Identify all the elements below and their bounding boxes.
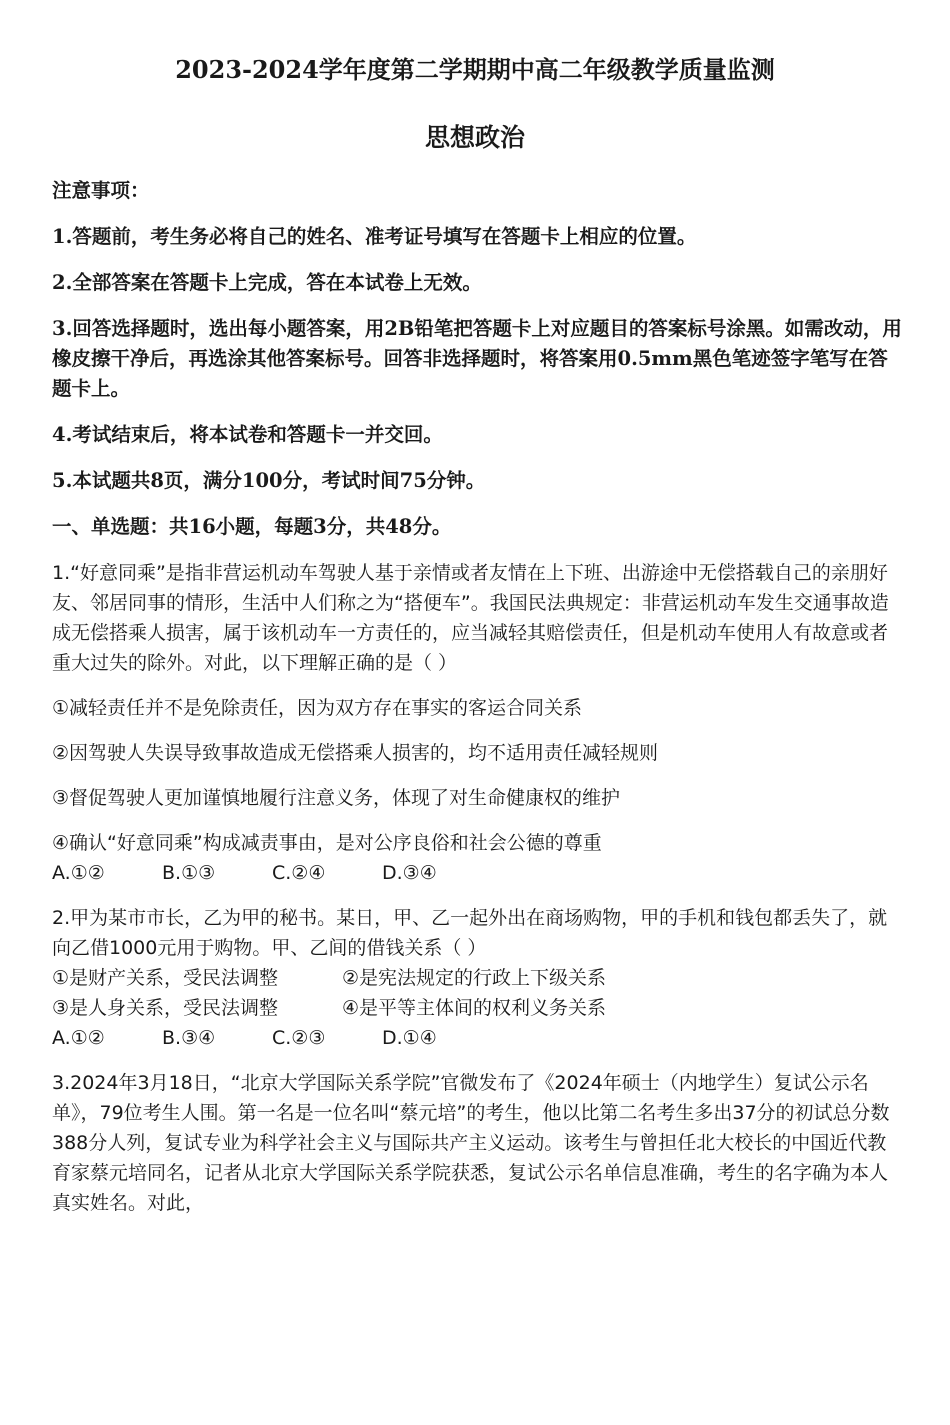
question-2-statement-3: ③是人身关系，受民法调整 bbox=[52, 997, 279, 1019]
question-2-option-d: D.①④ bbox=[382, 1027, 437, 1049]
question-2-options bbox=[52, 1023, 904, 1053]
question-1-option-d: D.③④ bbox=[382, 862, 437, 884]
exam-content bbox=[52, 176, 904, 1218]
exam-title: 2023-2024学年度第二学期期中高二年级教学质量监测 bbox=[175, 55, 775, 84]
notice-heading: 注意事项： bbox=[52, 179, 150, 202]
notice-item-2: 2.全部答案在答题卡上完成，答在本试卷上无效。 bbox=[52, 271, 482, 294]
question-1-option-b: B.①③ bbox=[162, 862, 216, 884]
question-2-statement-row-1 bbox=[52, 963, 904, 993]
question-1-statement-1: ①减轻责任并不是免除责任，因为双方存在事实的客运合同关系 bbox=[52, 697, 583, 719]
question-2-stem: 2.甲为某市市长，乙为甲的秘书。某日，甲、乙一起外出在商场购物，甲的手机和钱包都丢失了，就向乙借1000元用于购物。甲、乙间的借钱关系（ ） bbox=[52, 907, 888, 959]
notice-item-4: 4.考试结束后，将本试卷和答题卡一并交回。 bbox=[52, 423, 443, 446]
notice-item-1: 1.答题前，考生务必将自己的姓名、准考证号填写在答题卡上相应的位置。 bbox=[52, 225, 697, 248]
question-1-option-c: C.②④ bbox=[272, 862, 326, 884]
exam-subject: 思想政治 bbox=[424, 123, 525, 152]
question-2-statement-1: ①是财产关系，受民法调整 bbox=[52, 967, 279, 989]
question-3-stem: 3.2024年3月18日，“北京大学国际关系学院”官微发布了《2024年硕士（内地学生）复试公示名单》，79位考生人围。第一名是一位名叫“蔡元培”的考生，他以比第二名考生多出37分的初试总分数388分人列，复试专业为科学社会主义与国际共产主义运动。该考生与曾担任北大校长的中国近代教育家蔡元培同名，记者从北京大学国际关系学院获悉，复试公示名单信息准确，考生的名字确为本人真实姓名。对此， bbox=[52, 1072, 890, 1214]
question-2-option-c: C.②③ bbox=[272, 1027, 326, 1049]
question-2-statement-4: ④是平等主体间的权利义务关系 bbox=[342, 997, 607, 1019]
notice-item-5: 5.本试题共8页，满分100分，考试时间75分钟。 bbox=[52, 469, 486, 492]
question-1-statement-4: ④确认“好意同乘”构成减责事由，是对公序良俗和社会公德的尊重 bbox=[52, 832, 602, 854]
question-1-statement-2: ②因驾驶人失误导致事故造成无偿搭乘人损害的，均不适用责任减轻规则 bbox=[52, 742, 659, 764]
section-heading: 一、单选题：共16小题，每题3分，共48分。 bbox=[52, 515, 452, 538]
question-1-statement-3: ③督促驾驶人更加谨慎地履行注意义务，体现了对生命健康权的维护 bbox=[52, 787, 621, 809]
question-2-option-b: B.③④ bbox=[162, 1027, 216, 1049]
question-2-statement-row-2 bbox=[52, 993, 904, 1023]
question-1-stem: 1.“好意同乘”是指非营运机动车驾驶人基于亲情或者友情在上下班、出游途中无偿搭载自己的亲朋好友、邻居同事的情形，生活中人们称之为“搭便车”。我国民法典规定：非营运机动车发生交通事故造成无偿搭乘人损害，属于该机动车一方责任的，应当减轻其赔偿责任，但是机动车使用人有故意或者重大过失的除外。对此，以下理解正确的是（ ） bbox=[52, 562, 889, 674]
question-1-options bbox=[52, 858, 904, 888]
question-2-statement-2: ②是宪法规定的行政上下级关系 bbox=[342, 967, 607, 989]
question-1-option-a: A.①② bbox=[52, 862, 105, 884]
notice-item-3: 3.回答选择题时，选出每小题答案，用2B铅笔把答题卡上对应题目的答案标号涂黑。如需改动，用橡皮擦干净后，再选涂其他答案标号。回答非选择题时，将答案用0.5mm黑色笔迹签字笔写在答题卡上。 bbox=[52, 317, 902, 400]
question-2-option-a: A.①② bbox=[52, 1027, 105, 1049]
